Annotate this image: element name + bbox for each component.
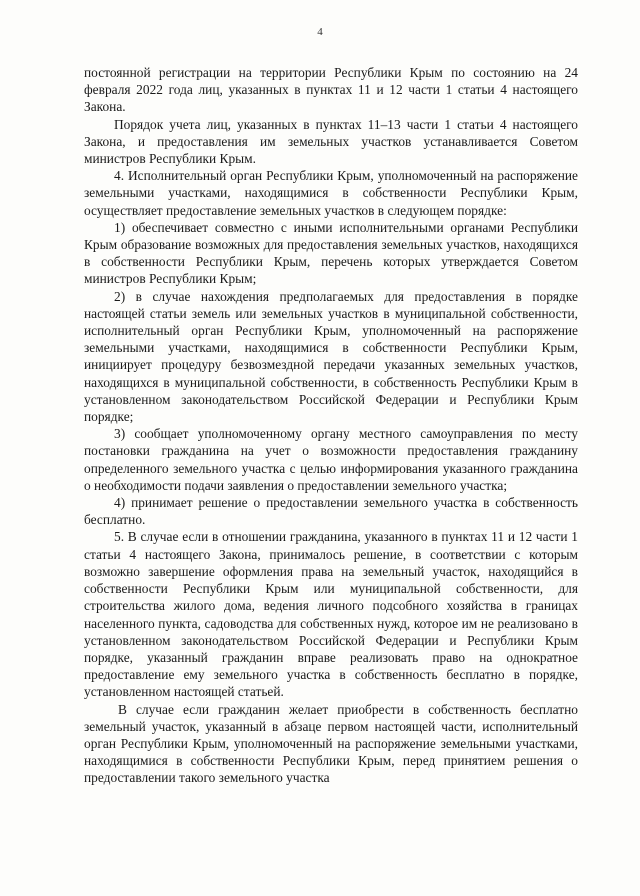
paragraph-clause-4: 4. Исполнительный орган Республики Крым, уполномоченный на распоряжение земельными участками, находящимися в собственности Республики Крым, осуществляет предоставление земельных участков в следующем порядке: [84,168,578,218]
document-body [84,64,578,787]
paragraph-item-3: 3) сообщает уполномоченному органу местного самоуправления по месту постановки гражданина на учет о возможности предоставления гражданину определенного земельного участка с целью информирования указанного гражданина о необходимости подачи заявления о предоставлении земельного участка; [84,426,578,493]
paragraph-item-4: 4) принимает решение о предоставлении земельного участка в собственность бесплатно. [84,495,578,528]
paragraph-accounting-procedure: Порядок учета лиц, указанных в пунктах 11–13 части 1 статьи 4 настоящего Закона, и предоставления им земельных участков устанавливается Советом министров Республики Крым. [84,116,578,167]
paragraph-item-1: 1) обеспечивает совместно с иными исполнительными органами Республики Крым образование возможных для предоставления земельных участков, находящихся в собственности Республики Крым, перечень которых утверждается Советом министров Республики Крым; [84,219,578,287]
paragraph-clause-5-second: В случае если гражданин желает приобрести в собственность бесплатно земельный участок, указанный в абзаце первом настоящей части, исполнительный орган Республики Крым, уполномоченный на распоряжение земельными участками, находящимися в собственности Республики Крым, перед принятием решения о предоставлении такого земельного участка [84,701,578,786]
page-number: 4 [317,26,323,38]
paragraph-clause-5: 5. В случае если в отношении гражданина, указанного в пунктах 11 и 12 части 1 статьи 4 настоящего Закона, принималось решение, в соответствии с которым возможно завершение оформления права на земельный участок, находящийся в собственности Республики Крым или муниципальной собственности, для строительства жилого дома, ведения личного подсобного хозяйства в границах населенного пункта, садоводства для собственных нужд, которое им не реализовано в установленном законодательством Российской Федерации и Республики Крым порядке, указанный гражданин вправе реализовать право на однократное предоставление ему земельного участка в собственность бесплатно в порядке, установленном настоящей статьей. [84,529,578,700]
paragraph-continuation: постоянной регистрации на территории Республики Крым по состоянию на 24 февраля 2022 года лиц, указанных в пунктах 11 и 12 части 1 статьи 4 настоящего Закона. [84,65,578,115]
paragraph-item-2: 2) в случае нахождения предполагаемых для предоставления в порядке настоящей статьи земель или земельных участков в муниципальной собственности, исполнительный орган Республики Крым, уполномоченный на распоряжение земельными участками, находящимися в собственности Республики Крым, инициирует процедуру безвозмездной передачи указанных земельных участков, находящихся в муниципальной собственности, в собственность Республики Крым в установленном законодательством Российской Федерации и Республики Крым порядке; [84,288,578,425]
